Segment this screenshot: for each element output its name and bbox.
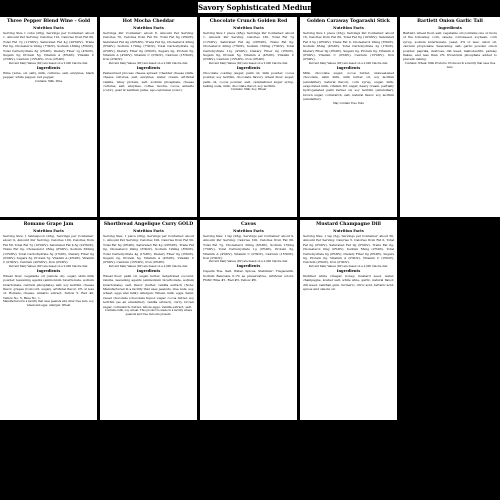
contains-note: Manufactured in a facility that uses peanuts and other tree nuts, soy, wheat and eggs. Allergen: Wheat (3, 300, 95, 308)
nutrition-text: Serving Size: 1 tablespoon (28g), Servings per Container: about 9, Amount Per Serving: Calories 100, Calories from Fat 60, Total Fat 7g (10%DV), Saturated Fat 4.5g (22%DV), Trans Fat 0g, Cholesterol 25mg (8%DV), Sodium 350mg (15%DV), Total Carbohydrate 3g (1%DV), Dietary Fiber 0g (0%DV), Sugars 3g, Protein 7g, Vitamin A (4%DV), Vitamin C (0%DV), Calcium (20%DV), Iron (0%DV). (3, 234, 94, 265)
contains-note: May Contain Tree Nuts (333, 101, 364, 105)
contains-note: Contains milk, soy, wheat. This product is made in a facility where peanuts and tree nuts are present. (104, 309, 193, 317)
nutrition-heading: Nutrition Facts (233, 229, 264, 233)
daily-value-note: Percent Daily Values (DV) are based on a 2,000 Calorie diet. (208, 61, 289, 65)
product-card (100, 17, 197, 217)
product-name: Cavos (241, 222, 256, 227)
nutrition-text: Serving Size: 1 piece (28g), Servings per Container: about 1, Amount Per Serving: Calories 100, Calories from Fat 50, Total Fat 6g (9%DV), Saturated Fat 4g (20%DV), Trans Fat 0g, Cholesterol 20mg (6%DV), Sodium 190mg (8%DV), Total Carbohydrate 4g (1%DV), Dietary Fiber 0g (0%DV), Sugars 2g, Protein 5g, Vitamin A (4%DV), Vitamin C (0%DV), Calcium (15%DV), Iron (0%DV). (103, 234, 194, 265)
daily-value-note: Percent Daily Values (DV) are based on a 2,000 Calorie diet. (8, 264, 89, 268)
nutrition-heading: Nutrition Facts (133, 229, 164, 233)
ingredients-text: Wheat flour, palm oil, sugar, butter, dehydrated coconut, raisins, leavening agents (ammonium bicarbonate, sodium bicarbonate), salt, flavor (butter, vanilla extract) (Note: Manufactured in a facility that uses peanuts, tree nuts, soy, wheat, eggs and milk). Allergen: Wheat, milk, eggs. Semi-sweet chocolate (chocolate liquor, sugar, cocoa butter, soy lecithin (as an emulsifier), vanilla extract), curry, brown sugar, cornstarch, butter, whole eggs, vanilla extract, salt. (103, 273, 194, 309)
ingredients-heading: Ingredients (36, 65, 61, 70)
ingredients-text: Chocolate coating (sugar, palm oil, milk powder, cocoa powder, soy lecithin, chocolate flavor), wheat flour, sugar, palm oil, cocoa powder, salt, caramelized sugar syrup, baking soda, milk, chocolate flavor, soy lecithin. (203, 70, 294, 89)
ingredients-heading: Ingredients (136, 65, 161, 70)
product-name: Bartlett Onion Garlic Tall (417, 19, 483, 24)
daily-value-note: Percent Daily Values (DV) are based on a 2,000 Calorie diet. (308, 264, 389, 268)
product-name: Golden Caraway Togarashi Stick (306, 19, 390, 24)
nutrition-text: Serving Size 1 piece (28g), Servings Per Container: about 1, Amount Per Serving: Calories 130, Total Fat 7g (11%DV), Saturated Fat 4g (20%DV), Trans Fat 0g, Cholesterol 20mg (7%DV), Sodium 160mg (7%DV), Total Carbohydrate 11g (4%DV), Dietary Fiber 0g (0%DV), Sugars 9g, Protein 5g, Vitamin A (4%DV), Vitamin C (0%DV), Calcium (15%DV), Iron (0%DV). (203, 31, 294, 62)
ingredients-heading: Ingredients (136, 268, 161, 273)
ingredients-text: Pasteurized process cheese spread: Cheddar cheese (milk, cheese cultures, salt, enzymes, water, cream, artificial vanilla, whey protein, salt, sodium phosphate, cheese cultures, salt, enzymes, coffee, mocha, cocoa, annatto (color), guar & xanthan gums, apo-carotenal (color). (103, 70, 194, 93)
ingredients-text: Distilled white vinegar, honey, mustard seed, water, champagne, kosher salt, white wine, garlic, natural flavor, dill weed, xanthan gum, turmeric, citric acid, tartaric acid, spices and canola oil. (303, 273, 394, 292)
daily-value-note: Percent Daily Values (DV) are based on a 2,000 Calorie diet. (308, 61, 389, 65)
ingredients-heading: Ingredients (336, 65, 361, 70)
ingredients-text: Wine (wine, oil, salt), milk, cultures, salt, enzymes, black pepper, white pepper, red pepper. (3, 70, 94, 80)
nutrition-text: Serving Size 1 cube (28g). Servings per Container: about 1. Amount Per Serving: Calories 110, Calories from Fat 60, Total Fat 7g (11%DV), Saturated Fat 4g (20%DV), Trans Fat 0g, Cholesterol 20mg (7%DV), Sodium 180mg (8%DV), Total Carbohydrate 6g (2%DV), Dietary Fiber 1g (4%DV), Sugars 3g, Protein 5g, Vitamin A (6%DV), Vitamin C (2%DV), Calcium (15%DV), Iron (2%DV). (3, 31, 94, 62)
nutrition-text: Serving Size: 1 tsp (5g), Servings per Container: about 50, Amount Per Serving: Calories 5, Calories from Fat 0, Total Fat 0g (0%DV), Saturated Fat 0g (0%DV), Trans Fat 0g, Cholesterol 0mg (0%DV), Sodium 55mg (2%DV), Total Carbohydrate 0g (0%DV), Dietary Fiber 0g (0%DV), Sugars 0g, Protein 0g, Vitamin A (0%DV), Vitamin C (0%DV), Calcium (0%DV), Iron (0%DV). (303, 234, 394, 265)
product-name: Romano Grape Jam (23, 222, 74, 227)
product-card (300, 220, 397, 420)
nutrition-text: Serving Size 1 piece (23g), Servings Per Container: about 16, Calories from Fat 60, Total Fat 6g (10%DV), Saturated Fat 3.5g (18%DV), Trans Fat 0, Cholesterol 20mg (6%DV), Sodium 65mg (4%DV), Total Carbohydrate 2g (1%DV), Dietary Fiber 0g (0%DV), Sugars 0g, Protein 6g, Vitamin A (6%DV), Vitamin C (0%DV), Calcium (15%DV), Iron (0%DV). (303, 31, 394, 62)
daily-value-note: Percent Daily Values (DV) are based on a 2,000 Calorie diet. (208, 260, 289, 264)
daily-value-note: Percent Daily Values (DV) are based on a 2,000 Calorie diet. (108, 264, 189, 268)
product-card (300, 17, 397, 217)
nutrition-text: Bartlett, wheat flour, salt, vegetable oil (contains one or more of the following: corn, canola, cottonseed, soybean, corn syrup, sodium bicarbonate, yeast, 2% or less: onion oil, calcium propionate. Seasoning: salt, garlic powder, onion powder, paprika, dextrose, dill weed, maltodextrin, parsley flakes, and less than 2% tricalcium phosphate added to prevent caking. (403, 31, 497, 62)
ingredients-heading: Ingredients (236, 264, 261, 269)
contains-note: Contains: Wheat, Milk Products. Produced in a facility that uses tree nuts. (404, 61, 496, 69)
ingredients-heading: Ingredients (236, 65, 261, 70)
product-name: Chocolate Crunch Golden Red (209, 19, 288, 24)
ingredients-heading: Ingredients (336, 268, 361, 273)
product-card (0, 17, 97, 217)
product-card (200, 220, 297, 420)
nutrition-text: Servings Per Container: about 8, Amount Per Serving: Calories 70, Calories from Fat 50, Total Fat 6g (9%DV), Saturated Fat 4g (20%DV), Trans Fat 0g, Cholesterol 20mg (6%DV), Sodium 170mg (7%DV), Total Carbohydrate 1g (0%DV), Dietary Fiber 0g (0%DV), Sugars 0g, Protein 5g, Vitamin A (4%DV), Vitamin C (0%DV), Calcium (15%DV), Iron (0%DV). (103, 31, 194, 62)
nutrition-heading: Nutrition Facts (333, 229, 364, 233)
nutrition-heading: Nutrition Facts (33, 26, 64, 30)
ingredients-text: Capelin Roe, Salt, Water, Spices, Stabilizer: Tragacanth, Sodium Benzoate 0.1% as preservative, Artificial colors: FD&C Blue #1, Red #3, Yellow #6. (203, 269, 294, 283)
product-name: Mustard Champagne Dill (316, 222, 381, 227)
product-card (200, 17, 297, 217)
product-card (0, 220, 97, 420)
daily-value-note: Percent Daily Values (DV) are based on a 2,000 Calorie diet. (8, 61, 89, 65)
ingredients-text: Wheat flour, vegetable oil (canola oil), sugar, skim milk powder, leavening agents (ammonium bicarbonate, sodium bicarbonate, calcium phosphate), salt, soy lecithin, cheese flavor, grapes (Concord, sugar), artificial flavor, 2% or less of: Romano cheese, annatto extract, Yellow 5, Red 40, Yellow No. 5, Blue No. 1. (3, 273, 94, 300)
daily-value-note: Percent Daily Values (DV) are based on a 2,000 Calorie diet. (108, 61, 189, 65)
product-name: Three Pepper Blend Wine - Gold (6, 19, 91, 24)
contains-note: Contains: Milk, Wine (34, 79, 63, 83)
product-card (100, 220, 197, 420)
page-title: Savory Sophisticated Medium Winter (198, 3, 345, 12)
nutrition-heading: Nutrition Facts (33, 229, 64, 233)
ingredients-text: Milk, chocolate sugar, cocoa butter, unsweetened chocolate, skim milk, milk butter oil, soy lecithin (emulsifier), natural flavor), corn syrup, sugar, milk, evaporated milk, vitamin D3, sugar, heavy cream, partially hydrogenated palm kernel oil, soy lecithin (emulsifier), brown sugar, cornstarch, salt, natural flavor, soy lecithin (emulsifier). (303, 70, 394, 102)
nutrition-heading: Nutrition Facts (133, 26, 164, 30)
nutrition-heading: Nutrition Facts (233, 26, 264, 30)
product-name: Hot Mocha Cheddar (122, 19, 175, 24)
contains-note: Contains: Milk, Soy, Wheat (230, 88, 267, 92)
ingredients-heading: Ingredients (36, 268, 61, 273)
nutrition-text: Serving Size: 1 tsp (28g), Servings per Container: about 9, Amount Per Serving: Calories 100, Calories from Fat 60, Total Fat 7g, Cholesterol 20mg (6%DV), Sodium 170mg (7%DV), Total Carbohydrate 1g (0%DV), Protein 5g, Vitamin A (4%DV), Vitamin C (0%DV), Calcium (15%DV), Iron (0%DV). (203, 234, 294, 261)
nutrition-heading: Nutrition Facts (333, 26, 364, 30)
product-card (400, 17, 500, 217)
product-name: Shortbread Angelique Curry GOLD (103, 222, 194, 227)
nutrition-heading: Ingredients (438, 26, 462, 30)
